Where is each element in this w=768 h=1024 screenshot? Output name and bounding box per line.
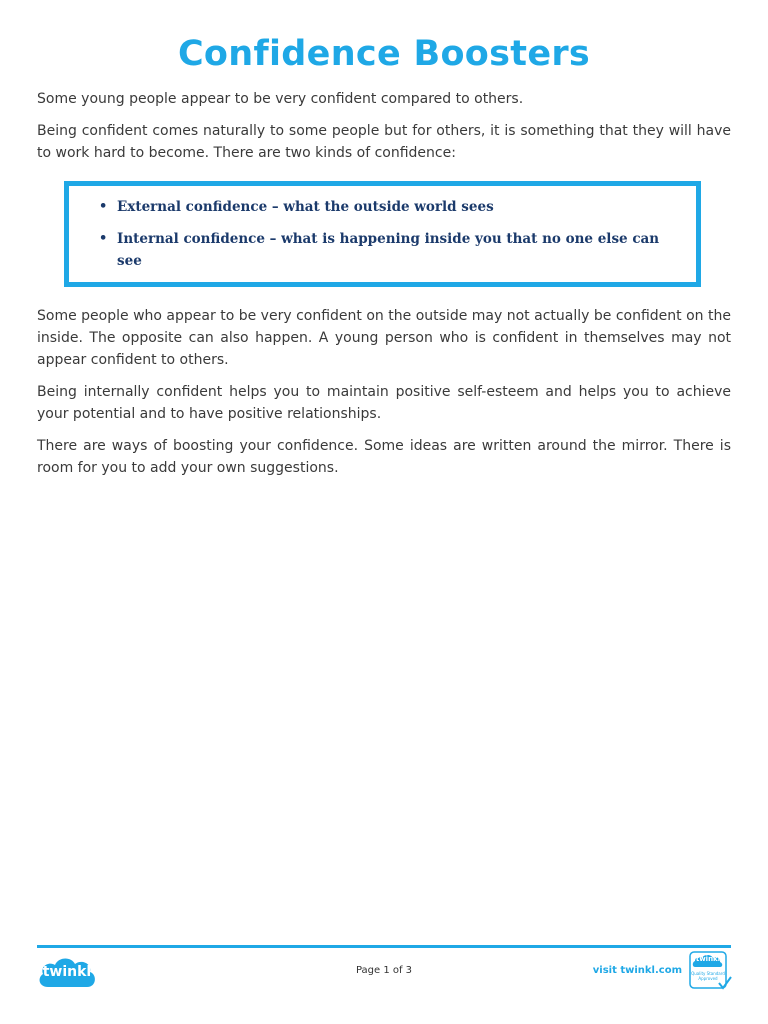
confidence-paragraph: Being confident comes naturally to some people but for others, it is something that they will have to work hard to become. There are two kinds of confidence: [37,123,731,161]
confidence-types-list [97,196,686,272]
badge-subtext: Quality Standard Approved [691,971,725,981]
badge-text: twinkl [695,955,721,963]
bullet-icon: • [99,199,108,214]
mirror-paragraph: There are ways of boosting your confidence. Some ideas are written around the mirror. There is room for you to add your own suggestions. [37,438,731,476]
logo-text: twinkl [42,964,92,980]
quality-badge [689,951,733,991]
confidence-types-box [64,181,701,287]
intro-paragraph: Some young people appear to be very confident compared to others. [37,91,524,107]
bullet-icon: • [99,231,108,246]
footer-divider [37,945,731,948]
list-item [97,228,686,272]
list-item [97,196,686,218]
page-number: Page 1 of 3 [355,965,413,976]
list-item-text: Internal confidence – what is happening inside you that no one else can see [117,231,660,269]
page-title: Confidence Boosters [177,34,591,74]
outside-inside-paragraph: Some people who appear to be very confident on the outside may not actually be confident on the inside. The opposite can also happen. A young person who is confident in themselves may not appear confident to others. [37,308,731,368]
document-body [37,88,731,489]
list-item-text: External confidence – what the outside world sees [117,199,494,215]
self-esteem-paragraph: Being internally confident helps you to maintain positive self-esteem and helps you to achieve your potential and to have positive relationships. [37,384,731,422]
visit-link[interactable]: visit twinkl.com [592,965,682,976]
